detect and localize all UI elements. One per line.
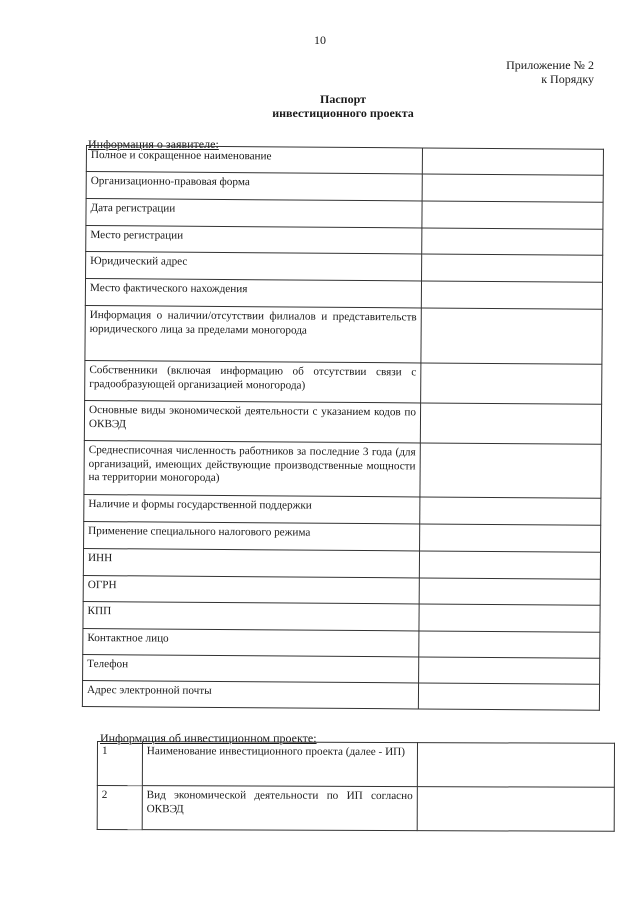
- value-cell[interactable]: [420, 403, 601, 444]
- applicant-section-caption: Информация о заявителе:: [88, 137, 219, 151]
- appendix-line-1: Приложение № 2: [506, 58, 594, 72]
- value-cell[interactable]: [417, 787, 614, 832]
- table-row: [97, 786, 614, 832]
- table-row: [83, 575, 600, 605]
- table-row: [86, 146, 603, 176]
- title-line-1: Паспорт: [320, 92, 366, 106]
- row-label-project-okved: Вид экономической деятельности по ИП согласно ОКВЭД: [142, 786, 417, 831]
- value-cell[interactable]: [421, 308, 602, 364]
- row-number: 2: [97, 786, 142, 830]
- table-row: [86, 226, 603, 256]
- row-label-registration-place: Место регистрации: [86, 226, 422, 254]
- value-cell[interactable]: [420, 497, 601, 525]
- row-label-actual-location: Место фактического нахождения: [85, 279, 421, 308]
- table-row: [84, 521, 601, 552]
- row-label-owners: Собственники (включая информацию об отсутствии связи с градообразующей организацией моногорода): [85, 360, 421, 402]
- table-row: [83, 601, 600, 632]
- table-row: [97, 742, 614, 788]
- appendix-line-2: к Порядку: [541, 72, 594, 86]
- value-cell[interactable]: [421, 254, 602, 282]
- row-label-full-name: Полное и сокращенное наименование: [86, 146, 422, 174]
- table-row: [85, 305, 602, 364]
- table-row: [86, 199, 603, 230]
- value-cell[interactable]: [419, 578, 600, 605]
- table-row: [84, 400, 601, 444]
- table-row: [84, 440, 601, 498]
- row-label-project-name: Наименование инвестиционного проекта (далее - ИП): [142, 742, 417, 787]
- row-label-tax-regime: Применение специального налогового режима: [84, 521, 420, 550]
- value-cell[interactable]: [419, 551, 600, 579]
- row-label-legal-form: Организационно-правовая форма: [86, 172, 422, 201]
- page-number: 10: [314, 33, 326, 47]
- table-row: [82, 680, 599, 710]
- value-cell[interactable]: [422, 228, 603, 255]
- value-cell[interactable]: [419, 631, 600, 658]
- table-row: [83, 654, 600, 684]
- table-row: [83, 628, 600, 658]
- table-row: [86, 172, 603, 203]
- value-cell[interactable]: [418, 683, 599, 710]
- row-label-legal-address: Юридический адрес: [86, 252, 422, 281]
- table-row: [86, 252, 603, 283]
- value-cell[interactable]: [420, 443, 601, 498]
- table-row: [85, 360, 602, 404]
- row-label-activities-okved: Основные виды экономической деятельности с указанием кодов по ОКВЭД: [84, 400, 420, 442]
- value-cell[interactable]: [422, 174, 603, 202]
- value-cell[interactable]: [422, 148, 603, 175]
- table-row: [83, 548, 600, 579]
- row-label-contact-person: Контактное лицо: [83, 628, 419, 656]
- table-row: [85, 279, 602, 310]
- row-label-branches: Информация о наличии/отсутствии филиалов и представительств юридического лица за пределами моногорода: [85, 305, 421, 362]
- value-cell[interactable]: [417, 743, 614, 788]
- row-label-phone: Телефон: [83, 654, 419, 682]
- value-cell[interactable]: [419, 604, 600, 632]
- document-title: [0, 92, 640, 120]
- row-label-headcount: Среднесписочная численность работников за последние 3 года (для организаций, имеющих действующие производственные мощности на территории моногорода): [84, 440, 420, 496]
- row-number: 1: [97, 742, 142, 786]
- title-line-2: инвестиционного проекта: [272, 106, 414, 120]
- applicant-info-table: [82, 145, 604, 711]
- row-label-inn: ИНН: [83, 548, 419, 577]
- row-label-email: Адрес электронной почты: [82, 680, 418, 708]
- row-label-state-support: Наличие и формы государственной поддержки: [84, 494, 420, 523]
- row-label-kpp: КПП: [83, 601, 419, 630]
- row-label-registration-date: Дата регистрации: [86, 199, 422, 228]
- value-cell[interactable]: [421, 281, 602, 309]
- row-label-ogrn: ОГРН: [83, 575, 419, 603]
- value-cell[interactable]: [422, 201, 603, 229]
- value-cell[interactable]: [419, 524, 600, 552]
- table-row: [84, 494, 601, 525]
- value-cell[interactable]: [418, 657, 599, 684]
- project-section-caption: Информация об инвестиционном проекте:: [100, 731, 317, 745]
- project-info-table: [97, 741, 615, 832]
- value-cell[interactable]: [421, 363, 602, 404]
- appendix-reference: [506, 58, 594, 86]
